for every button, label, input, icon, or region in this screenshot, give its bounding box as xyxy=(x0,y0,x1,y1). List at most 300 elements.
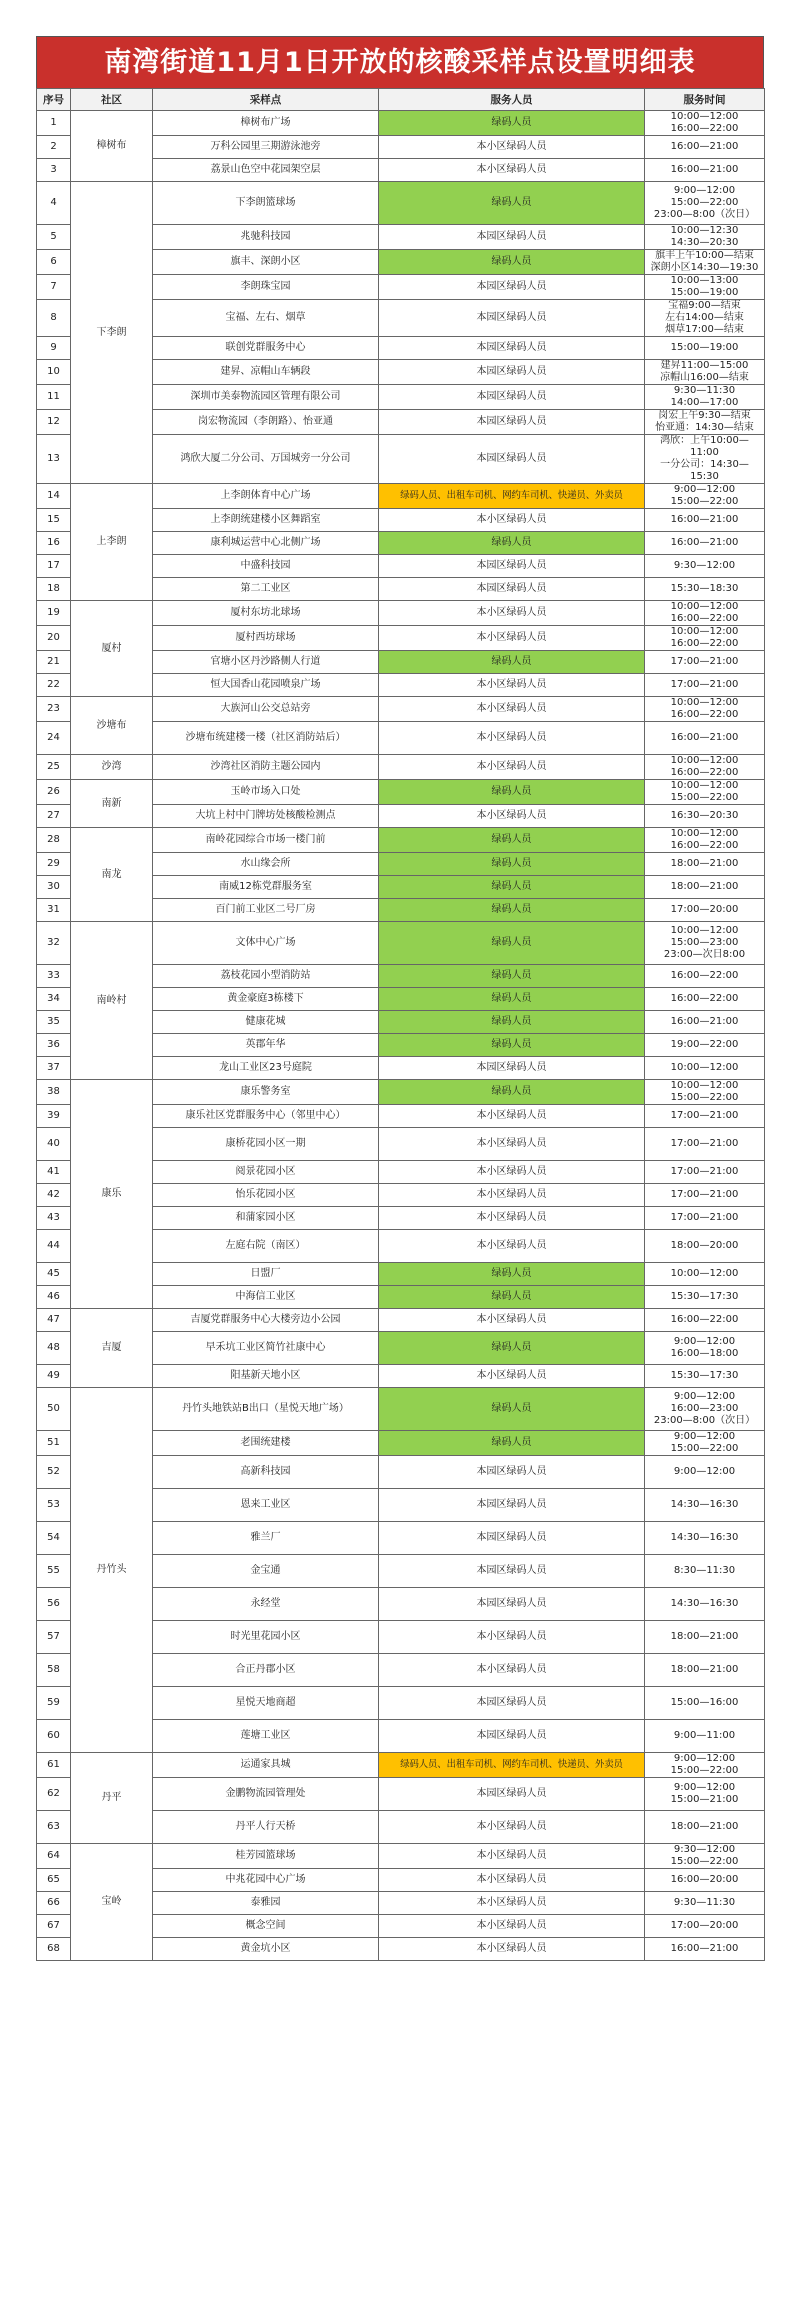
service-staff: 本小区绿码人员 xyxy=(379,1207,645,1230)
sampling-site: 宝福、左右、烟草 xyxy=(153,300,379,337)
row-seq: 65 xyxy=(37,1869,71,1892)
service-staff: 本小区绿码人员 xyxy=(379,1869,645,1892)
sampling-site: 左庭右院（南区） xyxy=(153,1230,379,1263)
service-time: 9:30—11:30 xyxy=(645,1892,765,1915)
service-staff: 本小区绿码人员 xyxy=(379,1892,645,1915)
service-time: 10:00—12:00 xyxy=(645,1263,765,1286)
sampling-site: 金鹏物流园管理处 xyxy=(153,1778,379,1811)
service-staff: 本小区绿码人员 xyxy=(379,1184,645,1207)
sampling-site: 丹平人行天桥 xyxy=(153,1811,379,1844)
sampling-site: 百门前工业区二号厂房 xyxy=(153,899,379,922)
service-time: 18:00—21:00 xyxy=(645,1621,765,1654)
row-seq: 45 xyxy=(37,1263,71,1286)
sampling-site: 丹竹头地铁站B出口（星悦天地广场） xyxy=(153,1388,379,1431)
row-seq: 17 xyxy=(37,555,71,578)
row-seq: 9 xyxy=(37,337,71,360)
service-staff: 绿码人员、出租车司机、网约车司机、快递员、外卖员 xyxy=(379,1753,645,1778)
service-time: 10:00—12:00 16:00—22:00 xyxy=(645,697,765,722)
sampling-site: 联创党群服务中心 xyxy=(153,337,379,360)
sampling-site: 吉厦党群服务中心大楼旁边小公园 xyxy=(153,1309,379,1332)
service-staff: 绿码人员 xyxy=(379,922,645,965)
service-time: 14:30—16:30 xyxy=(645,1588,765,1621)
service-staff: 绿码人员 xyxy=(379,780,645,805)
service-time: 9:00—12:00 15:00—22:00 xyxy=(645,1431,765,1456)
service-time: 9:00—12:00 15:00—21:00 xyxy=(645,1778,765,1811)
service-staff: 绿码人员 xyxy=(379,853,645,876)
service-time: 17:00—21:00 xyxy=(645,1184,765,1207)
service-time: 9:30—11:30 14:00—17:00 xyxy=(645,385,765,410)
sampling-site: 第二工业区 xyxy=(153,578,379,601)
sampling-site: 下李朗篮球场 xyxy=(153,182,379,225)
service-time: 10:00—12:00 16:00—22:00 xyxy=(645,828,765,853)
service-time: 15:30—18:30 xyxy=(645,578,765,601)
service-time: 17:00—21:00 xyxy=(645,1207,765,1230)
row-seq: 59 xyxy=(37,1687,71,1720)
header-site: 采样点 xyxy=(153,89,379,111)
sampling-site: 南威12栋党群服务室 xyxy=(153,876,379,899)
sampling-site: 日盟厂 xyxy=(153,1263,379,1286)
service-time: 16:00—22:00 xyxy=(645,1309,765,1332)
service-staff: 本小区绿码人员 xyxy=(379,755,645,780)
community-cell: 丹竹头 xyxy=(71,1388,153,1753)
service-staff: 绿码人员 xyxy=(379,1080,645,1105)
sampling-site: 深圳市美泰物流园区管理有限公司 xyxy=(153,385,379,410)
community-cell: 宝岭 xyxy=(71,1844,153,1961)
sampling-site: 莲塘工业区 xyxy=(153,1720,379,1753)
row-seq: 3 xyxy=(37,159,71,182)
community-cell: 吉厦 xyxy=(71,1309,153,1388)
service-staff: 本园区绿码人员 xyxy=(379,578,645,601)
service-staff: 本小区绿码人员 xyxy=(379,1105,645,1128)
service-time: 旗丰上午10:00—结束 深朗小区14:30—19:30 xyxy=(645,250,765,275)
table-row xyxy=(37,1753,765,1778)
service-staff: 本园区绿码人员 xyxy=(379,360,645,385)
row-seq: 36 xyxy=(37,1034,71,1057)
sampling-site: 英郡年华 xyxy=(153,1034,379,1057)
service-staff: 本小区绿码人员 xyxy=(379,805,645,828)
table-row xyxy=(37,1309,765,1332)
row-seq: 54 xyxy=(37,1522,71,1555)
row-seq: 15 xyxy=(37,509,71,532)
row-seq: 53 xyxy=(37,1489,71,1522)
row-seq: 57 xyxy=(37,1621,71,1654)
row-seq: 42 xyxy=(37,1184,71,1207)
service-staff: 本园区绿码人员 xyxy=(379,385,645,410)
header-community: 社区 xyxy=(71,89,153,111)
row-seq: 44 xyxy=(37,1230,71,1263)
sampling-site: 中海信工业区 xyxy=(153,1286,379,1309)
service-staff: 绿码人员 xyxy=(379,532,645,555)
service-time: 16:00—22:00 xyxy=(645,965,765,988)
service-staff: 本园区绿码人员 xyxy=(379,337,645,360)
row-seq: 26 xyxy=(37,780,71,805)
service-time: 18:00—21:00 xyxy=(645,853,765,876)
row-seq: 19 xyxy=(37,601,71,626)
table-body xyxy=(37,111,765,1961)
service-staff: 绿码人员、出租车司机、网约车司机、快递员、外卖员 xyxy=(379,484,645,509)
row-seq: 28 xyxy=(37,828,71,853)
service-staff: 本小区绿码人员 xyxy=(379,1128,645,1161)
community-cell: 沙湾 xyxy=(71,755,153,780)
sampling-site: 中盛科技园 xyxy=(153,555,379,578)
service-time: 8:30—11:30 xyxy=(645,1555,765,1588)
sampling-site: 玉岭市场入口处 xyxy=(153,780,379,805)
service-time: 16:00—21:00 xyxy=(645,1011,765,1034)
row-seq: 63 xyxy=(37,1811,71,1844)
service-time: 15:00—19:00 xyxy=(645,337,765,360)
row-seq: 62 xyxy=(37,1778,71,1811)
service-time: 18:00—21:00 xyxy=(645,1654,765,1687)
table-row xyxy=(37,111,765,136)
service-staff: 绿码人员 xyxy=(379,1263,645,1286)
sampling-site: 荔枝花园小型消防站 xyxy=(153,965,379,988)
service-staff: 绿码人员 xyxy=(379,1388,645,1431)
service-time: 9:00—12:00 16:00—18:00 xyxy=(645,1332,765,1365)
table-row xyxy=(37,601,765,626)
service-staff: 本园区绿码人员 xyxy=(379,1522,645,1555)
service-time: 17:00—21:00 xyxy=(645,674,765,697)
service-time: 19:00—22:00 xyxy=(645,1034,765,1057)
row-seq: 13 xyxy=(37,435,71,484)
service-staff: 本小区绿码人员 xyxy=(379,601,645,626)
table-row xyxy=(37,1080,765,1105)
row-seq: 41 xyxy=(37,1161,71,1184)
row-seq: 61 xyxy=(37,1753,71,1778)
row-seq: 1 xyxy=(37,111,71,136)
table-row xyxy=(37,828,765,853)
sampling-site: 万科公园里三期游泳池旁 xyxy=(153,136,379,159)
service-time: 15:30—17:30 xyxy=(645,1365,765,1388)
row-seq: 10 xyxy=(37,360,71,385)
row-seq: 68 xyxy=(37,1938,71,1961)
row-seq: 50 xyxy=(37,1388,71,1431)
service-time: 14:30—16:30 xyxy=(645,1489,765,1522)
sampling-site: 岗宏物流园（李朗路）、怡亚通 xyxy=(153,410,379,435)
service-time: 9:00—12:00 xyxy=(645,1456,765,1489)
service-time: 9:00—12:00 15:00—22:00 23:00—8:00（次日） xyxy=(645,182,765,225)
row-seq: 24 xyxy=(37,722,71,755)
service-time: 17:00—20:00 xyxy=(645,1915,765,1938)
sampling-site: 大族河山公交总站旁 xyxy=(153,697,379,722)
row-seq: 30 xyxy=(37,876,71,899)
table-header-row xyxy=(37,89,765,111)
community-cell: 沙塘布 xyxy=(71,697,153,755)
service-time: 16:00—20:00 xyxy=(645,1869,765,1892)
service-time: 10:00—12:00 16:00—22:00 xyxy=(645,601,765,626)
service-staff: 本小区绿码人员 xyxy=(379,1938,645,1961)
service-time: 10:00—12:00 16:00—22:00 xyxy=(645,111,765,136)
sampling-site: 旗丰、深朗小区 xyxy=(153,250,379,275)
service-staff: 本园区绿码人员 xyxy=(379,555,645,578)
service-time: 17:00—21:00 xyxy=(645,1105,765,1128)
service-time: 岗宏上午9:30—结束 怡亚通：14:30—结束 xyxy=(645,410,765,435)
service-time: 16:00—21:00 xyxy=(645,722,765,755)
service-staff: 本园区绿码人员 xyxy=(379,225,645,250)
sampling-site: 兆驰科技园 xyxy=(153,225,379,250)
service-staff: 绿码人员 xyxy=(379,828,645,853)
service-staff: 绿码人员 xyxy=(379,1286,645,1309)
service-time: 15:00—16:00 xyxy=(645,1687,765,1720)
service-staff: 本小区绿码人员 xyxy=(379,1365,645,1388)
service-staff: 本小区绿码人员 xyxy=(379,626,645,651)
row-seq: 64 xyxy=(37,1844,71,1869)
sampling-site: 早禾坑工业区简竹社康中心 xyxy=(153,1332,379,1365)
sampling-site: 樟树布广场 xyxy=(153,111,379,136)
row-seq: 7 xyxy=(37,275,71,300)
row-seq: 39 xyxy=(37,1105,71,1128)
sampling-site: 中兆花园中心广场 xyxy=(153,1869,379,1892)
service-time: 9:30—12:00 xyxy=(645,555,765,578)
service-time: 9:00—12:00 15:00—22:00 xyxy=(645,1753,765,1778)
service-staff: 本小区绿码人员 xyxy=(379,1844,645,1869)
sampling-site: 上李朗统建楼小区舞蹈室 xyxy=(153,509,379,532)
service-time: 16:30—20:30 xyxy=(645,805,765,828)
row-seq: 27 xyxy=(37,805,71,828)
row-seq: 6 xyxy=(37,250,71,275)
sampling-site: 厦村东坊北球场 xyxy=(153,601,379,626)
community-cell: 下李朗 xyxy=(71,182,153,484)
service-staff: 本小区绿码人员 xyxy=(379,509,645,532)
sampling-site: 运通家具城 xyxy=(153,1753,379,1778)
sampling-site: 合正丹郡小区 xyxy=(153,1654,379,1687)
sampling-site: 李朗珠宝园 xyxy=(153,275,379,300)
service-staff: 本园区绿码人员 xyxy=(379,1456,645,1489)
service-staff: 本园区绿码人员 xyxy=(379,275,645,300)
service-staff: 本小区绿码人员 xyxy=(379,159,645,182)
sampling-site: 时光里花园小区 xyxy=(153,1621,379,1654)
sampling-site: 官塘小区丹沙路侧人行道 xyxy=(153,651,379,674)
service-time: 18:00—21:00 xyxy=(645,1811,765,1844)
service-time: 14:30—16:30 xyxy=(645,1522,765,1555)
service-staff: 本小区绿码人员 xyxy=(379,697,645,722)
service-time: 17:00—20:00 xyxy=(645,899,765,922)
sampling-site: 概念空间 xyxy=(153,1915,379,1938)
service-time: 10:00—13:00 15:00—19:00 xyxy=(645,275,765,300)
sampling-site: 沙塘布统建楼一楼（社区消防站后） xyxy=(153,722,379,755)
sampling-site: 大坑上村中门牌坊处核酸检测点 xyxy=(153,805,379,828)
row-seq: 31 xyxy=(37,899,71,922)
row-seq: 21 xyxy=(37,651,71,674)
row-seq: 4 xyxy=(37,182,71,225)
service-staff: 本园区绿码人员 xyxy=(379,1555,645,1588)
sampling-site: 高新科技园 xyxy=(153,1456,379,1489)
row-seq: 18 xyxy=(37,578,71,601)
sampling-site: 文体中心广场 xyxy=(153,922,379,965)
table-row xyxy=(37,182,765,225)
community-cell: 厦村 xyxy=(71,601,153,697)
community-cell: 上李朗 xyxy=(71,484,153,601)
row-seq: 12 xyxy=(37,410,71,435)
service-time: 16:00—22:00 xyxy=(645,988,765,1011)
row-seq: 48 xyxy=(37,1332,71,1365)
row-seq: 34 xyxy=(37,988,71,1011)
sampling-site: 和蒲家园小区 xyxy=(153,1207,379,1230)
service-staff: 绿码人员 xyxy=(379,651,645,674)
service-time: 宝福9:00—结束 左右14:00—结束 烟草17:00—结束 xyxy=(645,300,765,337)
header-seq: 序号 xyxy=(37,89,71,111)
sampling-site: 星悦天地商超 xyxy=(153,1687,379,1720)
header-time: 服务时间 xyxy=(645,89,765,111)
row-seq: 58 xyxy=(37,1654,71,1687)
row-seq: 51 xyxy=(37,1431,71,1456)
sampling-site: 黄金豪庭3栋楼下 xyxy=(153,988,379,1011)
service-staff: 本小区绿码人员 xyxy=(379,1915,645,1938)
service-staff: 本小区绿码人员 xyxy=(379,1621,645,1654)
community-cell: 南岭村 xyxy=(71,922,153,1080)
row-seq: 23 xyxy=(37,697,71,722)
sampling-site: 康乐社区党群服务中心（邻里中心） xyxy=(153,1105,379,1128)
row-seq: 16 xyxy=(37,532,71,555)
service-time: 10:00—12:00 xyxy=(645,1057,765,1080)
service-time: 16:00—21:00 xyxy=(645,136,765,159)
service-staff: 绿码人员 xyxy=(379,250,645,275)
table-row xyxy=(37,484,765,509)
header-staff: 服务人员 xyxy=(379,89,645,111)
service-time: 9:00—12:00 16:00—23:00 23:00—8:00（次日） xyxy=(645,1388,765,1431)
service-staff: 本小区绿码人员 xyxy=(379,1811,645,1844)
service-staff: 本园区绿码人员 xyxy=(379,1778,645,1811)
sheet-title: 南湾街道11月1日开放的核酸采样点设置明细表 xyxy=(36,36,764,88)
sampling-site: 桂芳园篮球场 xyxy=(153,1844,379,1869)
table-row xyxy=(37,1388,765,1431)
service-time: 17:00—21:00 xyxy=(645,1161,765,1184)
schedule-sheet xyxy=(36,36,764,1961)
sampling-site: 泰雅园 xyxy=(153,1892,379,1915)
sampling-site: 健康花城 xyxy=(153,1011,379,1034)
service-staff: 本园区绿码人员 xyxy=(379,435,645,484)
service-time: 17:00—21:00 xyxy=(645,651,765,674)
row-seq: 8 xyxy=(37,300,71,337)
service-time: 10:00—12:30 14:30—20:30 xyxy=(645,225,765,250)
service-time: 10:00—12:00 16:00—22:00 xyxy=(645,755,765,780)
service-staff: 本园区绿码人员 xyxy=(379,1057,645,1080)
sampling-site: 南岭花园综合市场一楼门前 xyxy=(153,828,379,853)
sampling-site: 阅景花园小区 xyxy=(153,1161,379,1184)
service-staff: 本小区绿码人员 xyxy=(379,1161,645,1184)
row-seq: 32 xyxy=(37,922,71,965)
service-staff: 本小区绿码人员 xyxy=(379,1309,645,1332)
row-seq: 52 xyxy=(37,1456,71,1489)
service-time: 鸿欣：上午10:00—11:00 一分公司：14:30—15:30 xyxy=(645,435,765,484)
row-seq: 40 xyxy=(37,1128,71,1161)
community-cell: 南龙 xyxy=(71,828,153,922)
service-staff: 绿码人员 xyxy=(379,965,645,988)
sampling-site: 黄金坑小区 xyxy=(153,1938,379,1961)
sampling-site: 厦村西坊球场 xyxy=(153,626,379,651)
service-time: 10:00—12:00 15:00—23:00 23:00—次日8:00 xyxy=(645,922,765,965)
service-staff: 绿码人员 xyxy=(379,899,645,922)
row-seq: 2 xyxy=(37,136,71,159)
sampling-site: 鸿欣大厦二分公司、万国城旁一分公司 xyxy=(153,435,379,484)
service-time: 18:00—21:00 xyxy=(645,876,765,899)
table-row xyxy=(37,1844,765,1869)
service-staff: 本园区绿码人员 xyxy=(379,1687,645,1720)
row-seq: 33 xyxy=(37,965,71,988)
table-row xyxy=(37,780,765,805)
sampling-site: 水山缘会所 xyxy=(153,853,379,876)
row-seq: 29 xyxy=(37,853,71,876)
service-time: 18:00—20:00 xyxy=(645,1230,765,1263)
service-staff: 本园区绿码人员 xyxy=(379,1588,645,1621)
service-staff: 绿码人员 xyxy=(379,1332,645,1365)
service-staff: 本小区绿码人员 xyxy=(379,1230,645,1263)
sampling-site: 上李朗体育中心广场 xyxy=(153,484,379,509)
row-seq: 47 xyxy=(37,1309,71,1332)
service-staff: 本小区绿码人员 xyxy=(379,136,645,159)
row-seq: 35 xyxy=(37,1011,71,1034)
table-row xyxy=(37,922,765,965)
row-seq: 66 xyxy=(37,1892,71,1915)
row-seq: 56 xyxy=(37,1588,71,1621)
community-cell: 南新 xyxy=(71,780,153,828)
sampling-site: 建昇、凉帽山车辆段 xyxy=(153,360,379,385)
service-time: 16:00—21:00 xyxy=(645,532,765,555)
sampling-site: 龙山工业区23号庭院 xyxy=(153,1057,379,1080)
service-staff: 本小区绿码人员 xyxy=(379,722,645,755)
service-staff: 本园区绿码人员 xyxy=(379,300,645,337)
service-staff: 绿码人员 xyxy=(379,111,645,136)
community-cell: 康乐 xyxy=(71,1080,153,1309)
service-time: 16:00—21:00 xyxy=(645,509,765,532)
service-staff: 本小区绿码人员 xyxy=(379,674,645,697)
community-cell: 樟树布 xyxy=(71,111,153,182)
service-time: 10:00—12:00 15:00—22:00 xyxy=(645,1080,765,1105)
service-staff: 绿码人员 xyxy=(379,1011,645,1034)
sampling-site: 恩来工业区 xyxy=(153,1489,379,1522)
row-seq: 11 xyxy=(37,385,71,410)
sampling-site: 怡乐花园小区 xyxy=(153,1184,379,1207)
sampling-site: 金宝通 xyxy=(153,1555,379,1588)
service-staff: 绿码人员 xyxy=(379,1431,645,1456)
service-time: 10:00—12:00 15:00—22:00 xyxy=(645,780,765,805)
row-seq: 46 xyxy=(37,1286,71,1309)
row-seq: 20 xyxy=(37,626,71,651)
sampling-site: 雅兰厂 xyxy=(153,1522,379,1555)
row-seq: 22 xyxy=(37,674,71,697)
service-time: 16:00—21:00 xyxy=(645,159,765,182)
sampling-site: 荔景山色空中花园架空层 xyxy=(153,159,379,182)
service-staff: 本园区绿码人员 xyxy=(379,1720,645,1753)
row-seq: 43 xyxy=(37,1207,71,1230)
service-staff: 本小区绿码人员 xyxy=(379,1654,645,1687)
community-cell: 丹平 xyxy=(71,1753,153,1844)
service-staff: 绿码人员 xyxy=(379,876,645,899)
sampling-site: 康利城运营中心北侧广场 xyxy=(153,532,379,555)
row-seq: 49 xyxy=(37,1365,71,1388)
sampling-site: 康乐警务室 xyxy=(153,1080,379,1105)
row-seq: 38 xyxy=(37,1080,71,1105)
row-seq: 37 xyxy=(37,1057,71,1080)
service-time: 9:00—12:00 15:00—22:00 xyxy=(645,484,765,509)
sampling-site: 沙湾社区消防主题公园内 xyxy=(153,755,379,780)
service-staff: 绿码人员 xyxy=(379,988,645,1011)
service-time: 15:30—17:30 xyxy=(645,1286,765,1309)
service-staff: 本园区绿码人员 xyxy=(379,410,645,435)
sampling-site: 阳基新天地小区 xyxy=(153,1365,379,1388)
row-seq: 60 xyxy=(37,1720,71,1753)
sampling-site: 老围统建楼 xyxy=(153,1431,379,1456)
row-seq: 67 xyxy=(37,1915,71,1938)
row-seq: 25 xyxy=(37,755,71,780)
service-staff: 本园区绿码人员 xyxy=(379,1489,645,1522)
sampling-site: 恒大国香山花园喷泉广场 xyxy=(153,674,379,697)
sampling-sites-table xyxy=(36,88,765,1961)
table-row xyxy=(37,755,765,780)
service-time: 10:00—12:00 16:00—22:00 xyxy=(645,626,765,651)
row-seq: 5 xyxy=(37,225,71,250)
sampling-site: 永经堂 xyxy=(153,1588,379,1621)
service-time: 9:30—12:00 15:00—22:00 xyxy=(645,1844,765,1869)
